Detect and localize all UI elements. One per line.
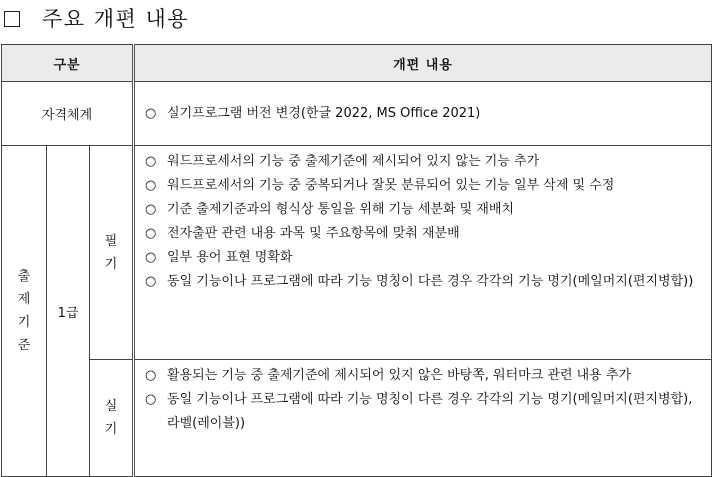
list-item xyxy=(145,150,701,174)
header-content: 개편 내용 xyxy=(134,45,712,82)
exam-criteria-char: 출 xyxy=(17,269,31,284)
list-item-text: 기준 출제기준과의 형식상 통일을 위해 기능 세분화 및 재배치 xyxy=(167,202,515,217)
written-content xyxy=(134,146,712,360)
circle-bullet-icon: ○ xyxy=(145,226,157,241)
circle-bullet-icon: ○ xyxy=(145,202,157,217)
list-item xyxy=(145,222,701,246)
circle-bullet-icon: ○ xyxy=(145,368,157,383)
exam-criteria-char: 제 xyxy=(17,292,31,307)
header-category: 구분 xyxy=(2,45,134,82)
exam-criteria-char: 준 xyxy=(17,338,31,353)
empty-square-icon xyxy=(4,11,20,27)
list-item xyxy=(145,270,701,294)
written-char: 기 xyxy=(104,256,118,272)
practical-char: 기 xyxy=(104,422,118,437)
circle-bullet-icon: ○ xyxy=(145,105,157,121)
page-title xyxy=(4,3,189,33)
exam-criteria-label xyxy=(2,146,47,477)
practical-label xyxy=(90,360,134,477)
table-row-written xyxy=(2,146,712,360)
cert-system-label: 자격체계 xyxy=(2,82,134,146)
list-item-text: 동일 기능이나 프로그램에 따라 기능 명칭이 다른 경우 각각의 기능 명기(메일머지(편지병합), 라벨(레이블)) xyxy=(167,392,693,431)
list-item-text: 워드프로세서의 기능 중 중복되거나 잘못 분류되어 있는 기능 일부 삭제 및 수정 xyxy=(167,178,615,193)
list-item-text: 일부 용어 표현 명확화 xyxy=(167,250,293,265)
list-item xyxy=(145,102,701,126)
list-item xyxy=(145,388,701,436)
table-row-cert-system xyxy=(2,82,712,146)
exam-criteria-char: 기 xyxy=(17,315,31,330)
list-item xyxy=(145,246,701,270)
list-item-text: 전자출판 관련 내용 과목 및 주요항목에 맞춰 재분배 xyxy=(167,226,460,241)
page-title-text: 주요 개편 내용 xyxy=(42,7,190,31)
list-item-text: 워드프로세서의 기능 중 출제기준에 제시되어 있지 않는 기능 추가 xyxy=(167,154,540,169)
cert-system-content xyxy=(134,82,712,146)
circle-bullet-icon: ○ xyxy=(145,250,157,265)
list-item xyxy=(145,174,701,198)
list-item xyxy=(145,198,701,222)
list-item-text: 활용되는 기능 중 출제기준에 제시되어 있지 않은 바탕쪽, 워터마크 관련 내용 추가 xyxy=(167,368,632,383)
circle-bullet-icon: ○ xyxy=(145,392,157,407)
grade-label: 1급 xyxy=(47,146,90,477)
list-item-text: 실기프로그램 버전 변경(한글 2022, MS Office 2021) xyxy=(167,105,481,121)
table-row-practical xyxy=(2,360,712,477)
circle-bullet-icon: ○ xyxy=(145,178,157,193)
written-char: 필 xyxy=(104,233,118,249)
revision-table xyxy=(1,44,712,477)
table-header-row xyxy=(2,45,712,82)
practical-char: 실 xyxy=(104,399,118,414)
practical-content xyxy=(134,360,712,477)
circle-bullet-icon: ○ xyxy=(145,274,157,289)
list-item xyxy=(145,364,701,388)
circle-bullet-icon: ○ xyxy=(145,154,157,169)
written-label xyxy=(90,146,134,360)
list-item-text: 동일 기능이나 프로그램에 따라 기능 명칭이 다른 경우 각각의 기능 명기(메일머지(편지병합)) xyxy=(167,274,694,289)
